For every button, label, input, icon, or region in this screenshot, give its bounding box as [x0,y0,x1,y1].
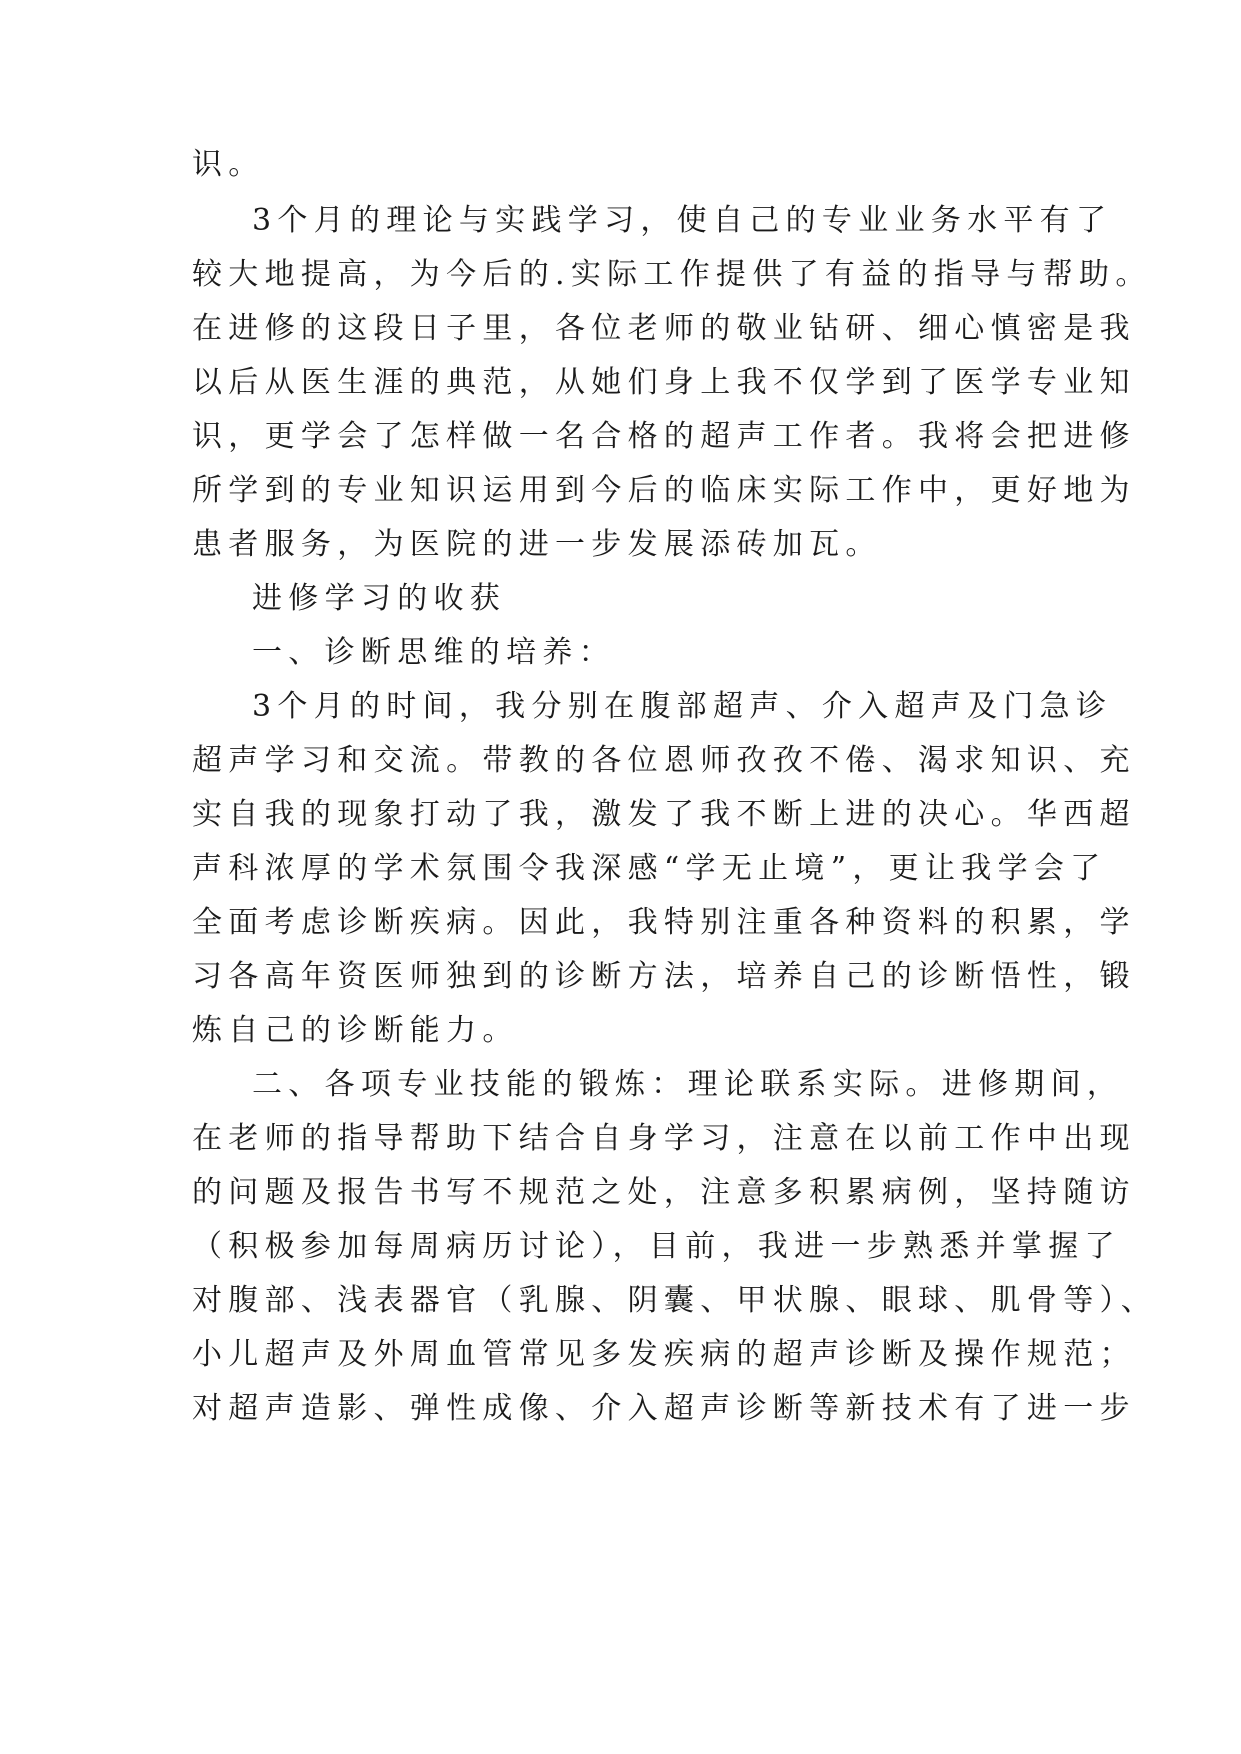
text-line: 识，更学会了怎样做一名合格的超声工作者。我将会把进修 [192,419,1136,454]
text-line: 在老师的指导帮助下结合自身学习，注意在以前工作中出现 [192,1121,1136,1156]
text-line: 识。 [192,147,265,182]
text-line: 患者服务，为医院的进一步发展添砖加瓦。 [192,527,882,562]
paragraph-start-line: 二、各项专业技能的锻炼：理论联系实际。进修期间， [252,1067,1124,1102]
text-line: 的问题及报告书写不规范之处，注意多积累病例，坚持随访 [192,1175,1136,1210]
text-line: 实自我的现象打动了我，激发了我不断上进的决心。华西超 [192,797,1136,832]
text-line: 小儿超声及外周血管常见多发疾病的超声诊断及操作规范； [192,1337,1136,1372]
text-line: 习各高年资医师独到的诊断方法，培养自己的诊断悟性，锻 [192,959,1136,994]
text-line: 所学到的专业知识运用到今后的临床实际工作中，更好地为 [192,473,1136,508]
text-line: 超声学习和交流。带教的各位恩师孜孜不倦、渴求知识、充 [192,743,1136,778]
text-line: （积极参加每周病历讨论），目前，我进一步熟悉并掌握了 [192,1229,1121,1264]
text-line: 较大地提高，为今后的.实际工作提供了有益的指导与帮助。 [192,257,1152,292]
text-line: 炼自己的诊断能力。 [192,1013,519,1048]
text-line: 在进修的这段日子里，各位老师的敬业钻研、细心慎密是我 [192,311,1136,346]
text-line: 声科浓厚的学术氛围令我深感“学无止境”，更让我学会了 [192,851,1107,886]
text-line: 对腹部、浅表器官（乳腺、阴囊、甲状腺、眼球、肌骨等）、 [192,1283,1158,1318]
paragraph-start-line: 3个月的理论与实践学习，使自己的专业业务水平有了 [252,203,1113,238]
paragraph-start-line: 3个月的时间，我分别在腹部超声、介入超声及门急诊 [252,689,1113,724]
section-heading: 进修学习的收获 [252,581,507,616]
text-line: 以后从医生涯的典范，从她们身上我不仅学到了医学专业知 [192,365,1136,400]
text-line: 对超声造影、弹性成像、介入超声诊断等新技术有了进一步 [192,1391,1136,1426]
subsection-heading: 一、诊断思维的培养： [252,635,615,670]
text-line: 全面考虑诊断疾病。因此，我特别注重各种资料的积累，学 [192,905,1136,940]
